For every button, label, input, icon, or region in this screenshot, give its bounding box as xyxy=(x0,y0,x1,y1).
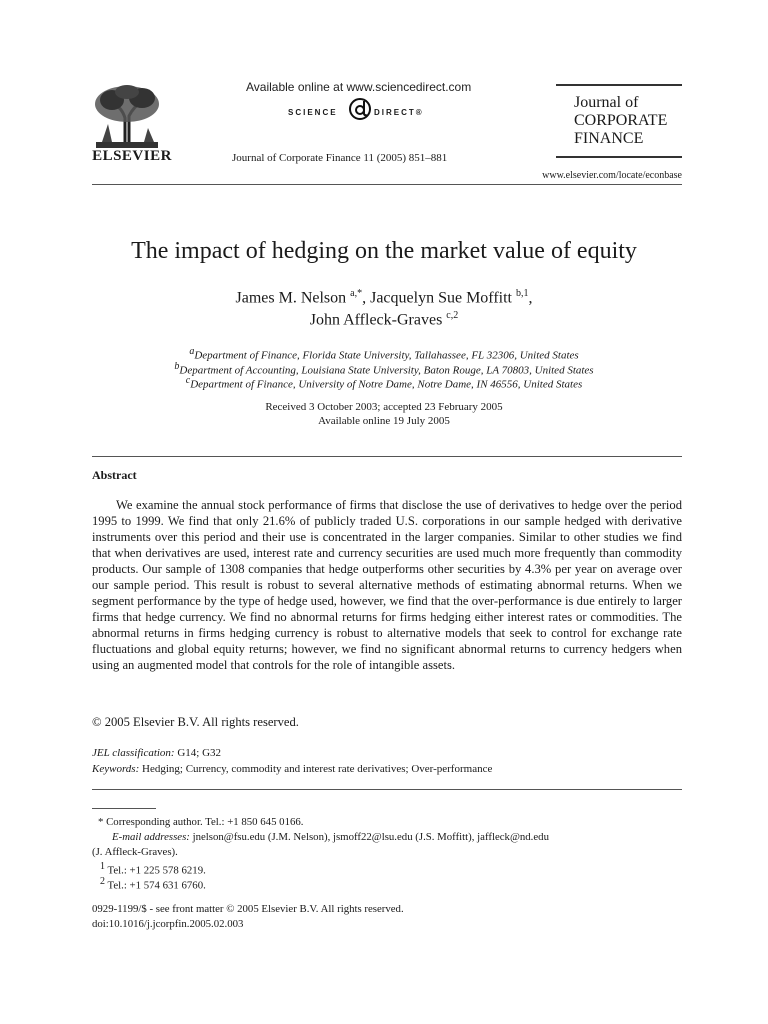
author-affil-sup: b,1 xyxy=(516,288,529,299)
keywords xyxy=(92,763,492,775)
doi-link[interactable]: doi:10.1016/j.jcorpfin.2005.02.003 xyxy=(92,918,244,930)
online-date: Available online 19 July 2005 xyxy=(318,415,450,427)
footnote-2 xyxy=(100,876,206,892)
abstract-heading: Abstract xyxy=(92,468,137,482)
affiliation-text: Department of Finance, University of Notre Dame, Notre Dame, IN 46556, United States xyxy=(190,378,583,391)
journal-box-line: CORPORATE xyxy=(574,112,668,129)
footnote-email xyxy=(112,831,682,843)
sciencedirect-at-icon xyxy=(348,97,372,121)
journal-box-line: FINANCE xyxy=(574,130,644,147)
paper-title: The impact of hedging on the market value of equity xyxy=(131,238,637,264)
issn-line: 0929-1199/$ - see front matter © 2005 Elsevier B.V. All rights reserved. xyxy=(92,903,404,915)
journal-title-box xyxy=(556,84,682,158)
footnote-text: Tel.: +1 225 578 6219. xyxy=(105,864,206,877)
author-line xyxy=(0,288,768,307)
author-affil-sup: a,* xyxy=(350,288,363,299)
author-affil-sup: c,2 xyxy=(446,310,459,321)
author-sep: , xyxy=(528,289,533,307)
jel-classification xyxy=(92,747,221,759)
received-dates: Received 3 October 2003; accepted 23 February 2005 xyxy=(265,401,503,413)
journal-citation: Journal of Corporate Finance 11 (2005) 851–881 xyxy=(232,152,448,164)
affiliation-sup: b xyxy=(174,361,180,372)
email-value[interactable]: jnelson@fsu.edu (J.M. Nelson), jsmoff22@lsu.edu (J.S. Moffitt), jaffleck@nd.edu xyxy=(189,831,549,843)
author-name: James M. Nelson xyxy=(235,289,347,307)
abstract-divider xyxy=(92,456,682,457)
footnote-1 xyxy=(100,861,206,877)
journal-url-link[interactable]: www.elsevier.com/locate/econbase xyxy=(542,170,682,181)
footnote-sup: 1 xyxy=(100,861,105,872)
email-label: E-mail addresses: xyxy=(112,831,190,843)
footnote-corresponding: * Corresponding author. Tel.: +1 850 645 0166. xyxy=(98,816,304,828)
jel-label: JEL classification: xyxy=(92,747,175,759)
keywords-divider xyxy=(92,789,682,790)
publisher-name: ELSEVIER xyxy=(92,148,172,164)
affiliation-sup: a xyxy=(189,346,195,357)
footnote-sup: 2 xyxy=(100,876,105,887)
author-name: John Affleck-Graves xyxy=(309,311,443,329)
keywords-value: Hedging; Currency, commodity and interest rate derivatives; Over-performance xyxy=(139,763,493,775)
sd-right-text: DIRECT® xyxy=(374,108,424,117)
affiliation xyxy=(0,375,768,391)
abstract-body: We examine the annual stock performance of firms that disclose the use of derivatives to hedge over the period 1995 to 1999. We find that only 21.6% of publicly traded U.S. corporations in our sample hedged with derivative instruments over this period and their use is concentrated in the larger companies. Similar to other studies we find that when derivatives are used, interest rate and currency securities are used much more frequently than commodity products. Our sample of 1308 companies that hedge outperforms other securities by 4.3% per year on average over our sample period. This result is robust to several alternative methods of estimating abnormal returns. When we segment performance by the type of hedge used, however, we find that the over-performance is due entirely to larger firms that hedge currency. We find no abnormal returns for firms hedging either interest rates or commodities. The abnormal returns in firms hedging currency is robust to alternative models that seek to control for exchange rate fluctuations and global equity returns; however, we find no significant abnormal returns to currency hedgers when using an augmented model that controls for the role of intangible assets. xyxy=(92,498,682,672)
affiliation-sup: c xyxy=(185,375,191,386)
keywords-label: Keywords: xyxy=(92,763,140,775)
author-line xyxy=(0,310,768,329)
sciencedirect-logo xyxy=(262,100,462,128)
affiliation-text: Department of Accounting, Louisiana State University, Baton Rouge, LA 70803, United States xyxy=(179,364,594,377)
copyright-line: © 2005 Elsevier B.V. All rights reserved. xyxy=(92,715,299,729)
elsevier-tree-logo xyxy=(92,84,162,150)
footnote-email-cont: (J. Affleck-Graves). xyxy=(92,846,178,858)
journal-box-line: Journal of xyxy=(574,94,639,111)
footnote-text: Tel.: +1 574 631 6760. xyxy=(105,879,206,892)
affiliation-text: Department of Finance, Florida State University, Tallahassee, FL 32306, United States xyxy=(194,349,579,362)
footnote-rule xyxy=(92,808,156,809)
header-divider xyxy=(92,184,682,185)
jel-value: G14; G32 xyxy=(174,747,222,759)
available-online-text: Available online at www.sciencedirect.com xyxy=(246,80,472,94)
affiliation xyxy=(0,346,768,362)
sd-left-text: SCIENCE xyxy=(288,108,338,117)
author-name: , Jacquelyn Sue Moffitt xyxy=(362,289,512,307)
